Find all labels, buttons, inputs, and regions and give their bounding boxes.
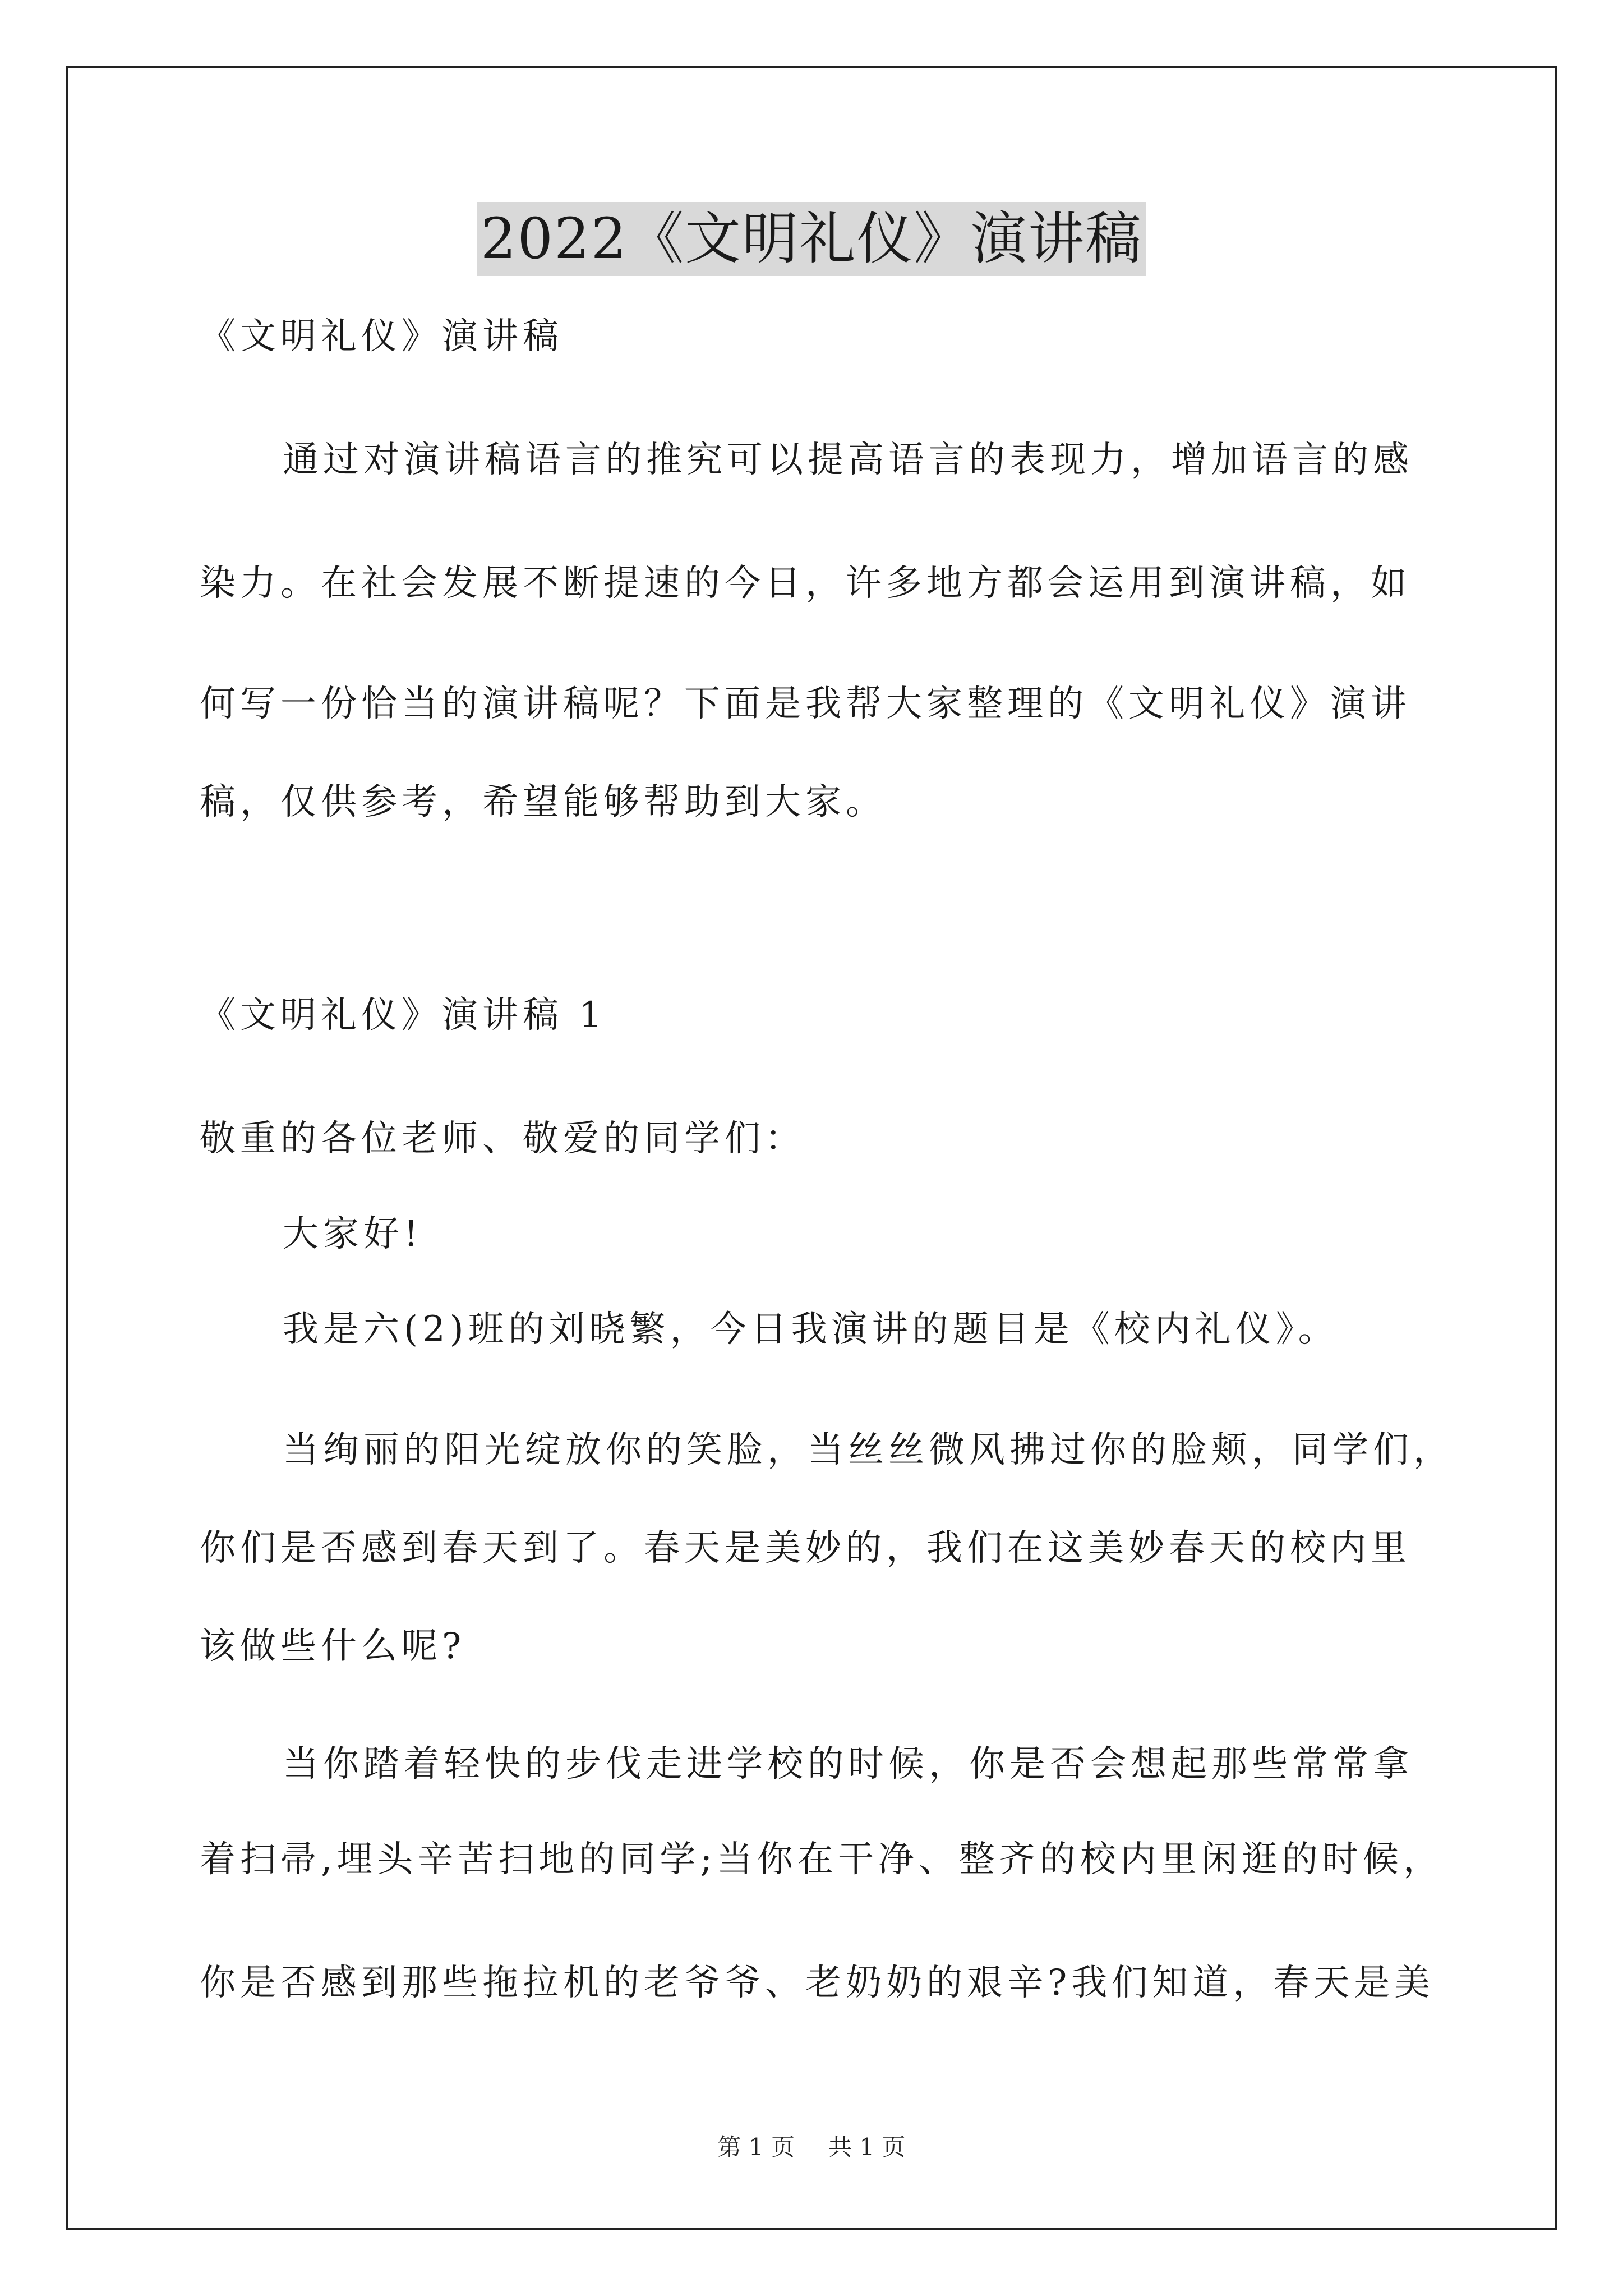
paragraph-line: 你们是否感到春天到了。春天是美妙的，我们在这美妙春天的校内里 bbox=[200, 1527, 1411, 1569]
page-total: 共 1 页 bbox=[828, 2133, 906, 2161]
paragraph-line: 着扫帚,埋头辛苦扫地的同学;当你在干净、整齐的校内里闲逛的时候， bbox=[200, 1839, 1444, 1880]
paragraph-line: 稿，仅供参考，希望能够帮助到大家。 bbox=[200, 781, 886, 823]
subtitle-line: 《文明礼仪》演讲稿 bbox=[200, 316, 563, 357]
paragraph-line: 我是六(2)班的刘晓繁，今日我演讲的题目是《校内礼仪》。 bbox=[283, 1309, 1339, 1350]
paragraph-line: 该做些什么呢? bbox=[200, 1626, 466, 1667]
salutation-line: 敬重的各位老师、敬爱的同学们： bbox=[200, 1118, 805, 1159]
section-heading: 《文明礼仪》演讲稿 1 bbox=[200, 995, 607, 1036]
paragraph-line: 何写一份恰当的演讲稿呢？下面是我帮大家整理的《文明礼仪》演讲 bbox=[200, 683, 1411, 725]
paragraph-line: 你是否感到那些拖拉机的老爷爷、老奶奶的艰辛?我们知道，春天是美 bbox=[200, 1962, 1435, 2004]
page-footer bbox=[0, 2132, 1623, 2163]
page-number: 第 1 页 bbox=[717, 2133, 795, 2161]
paragraph-line: 染力。在社会发展不断提速的今日，许多地方都会运用到演讲稿，如 bbox=[200, 563, 1411, 604]
paragraph-line: 通过对演讲稿语言的推究可以提高语言的表现力，增加语言的感 bbox=[283, 439, 1413, 481]
greeting-line: 大家好! bbox=[283, 1213, 423, 1255]
document-title: 2022《文明礼仪》演讲稿 bbox=[477, 202, 1146, 276]
document-title-wrapper bbox=[0, 202, 1623, 276]
paragraph-line: 当绚丽的阳光绽放你的笑脸，当丝丝微风拂过你的脸颊，同学们， bbox=[283, 1429, 1454, 1471]
paragraph-line: 当你踏着轻快的步伐走进学校的时候，你是否会想起那些常常拿 bbox=[283, 1743, 1413, 1785]
